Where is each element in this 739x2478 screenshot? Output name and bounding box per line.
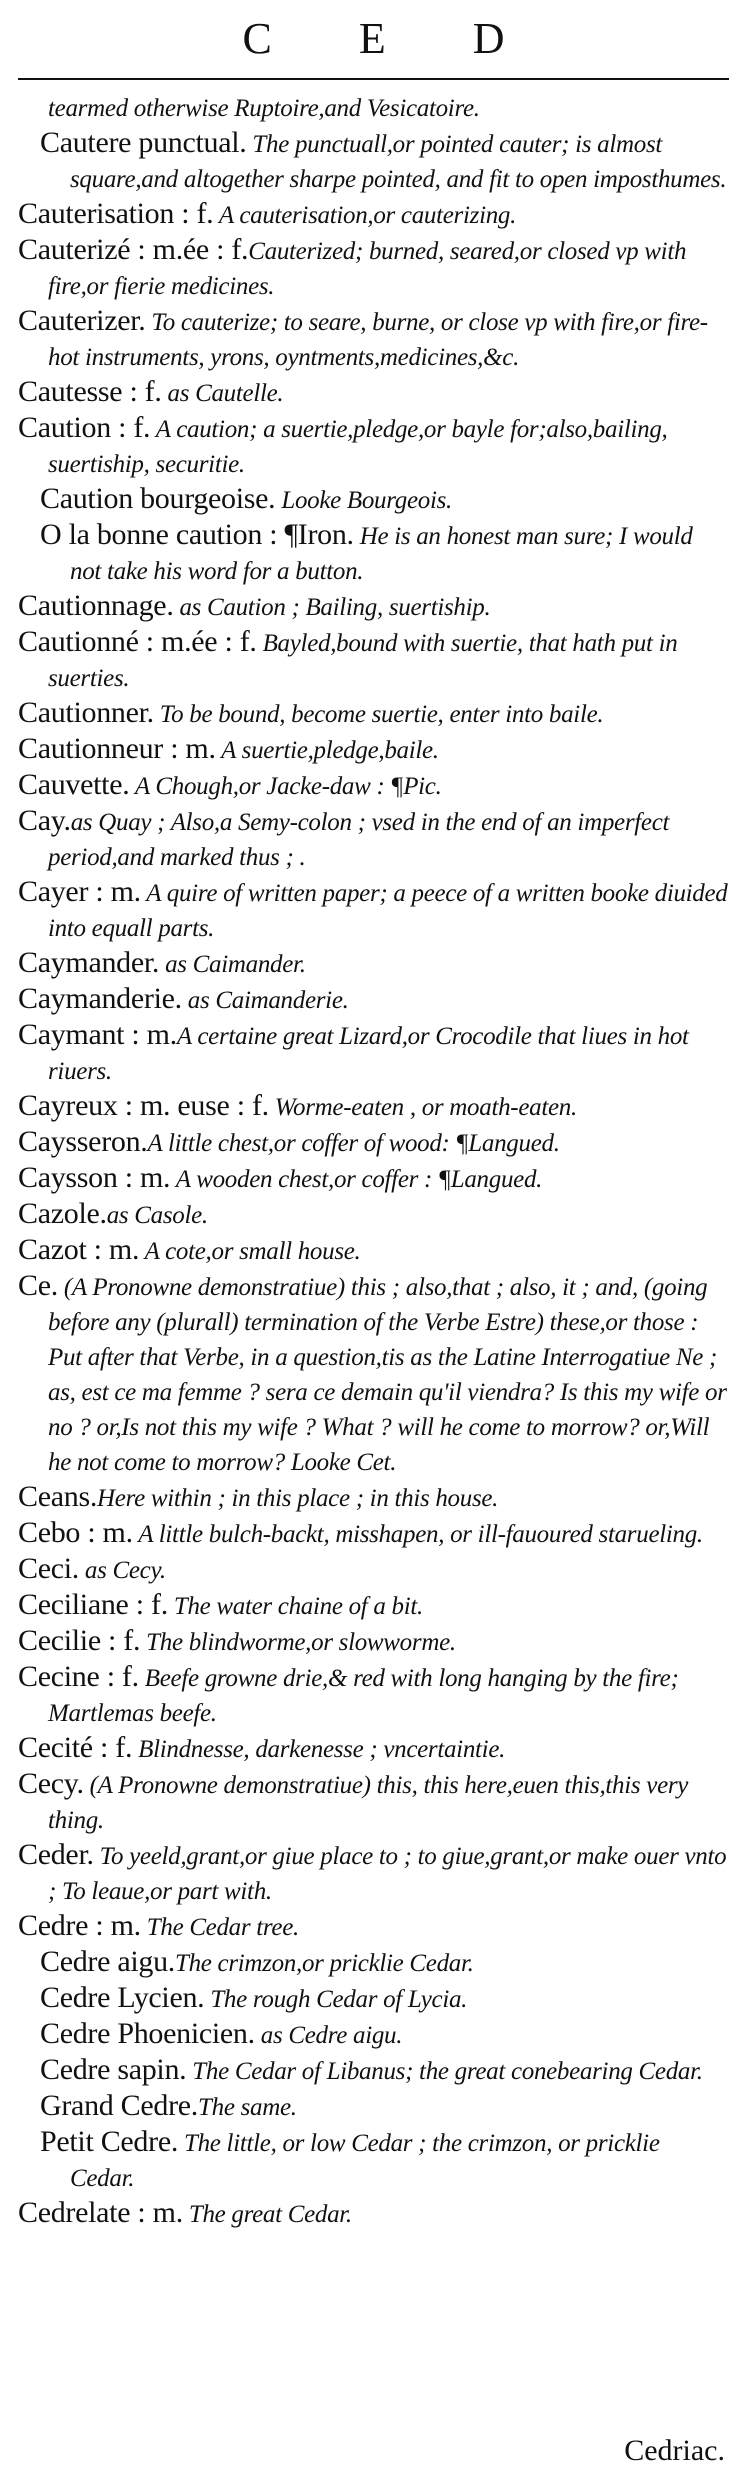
headword: Cedre sapin. xyxy=(40,2053,187,2086)
dictionary-entry xyxy=(18,304,729,374)
dictionary-entry xyxy=(18,946,729,981)
catchword: Cedriac. xyxy=(624,2434,725,2467)
gloss: Worme-eaten , or moath-eaten. xyxy=(268,1094,577,1121)
headword: Cautionnage. xyxy=(18,589,174,622)
dictionary-entry xyxy=(18,1089,729,1124)
gloss: A quire of written paper; a peece of a written booke diuided into equall parts. xyxy=(48,880,728,942)
headword: Grand Cedre. xyxy=(40,2089,199,2122)
dictionary-entry xyxy=(18,1909,729,1944)
dictionary-entry xyxy=(18,1516,729,1551)
headword: Cautionné : m.ée : f. xyxy=(18,625,257,658)
headword: Cebo : m. xyxy=(18,1516,133,1549)
gloss: A caution; a suertie,pledge,or bayle for;also,bailing, suertiship, securitie. xyxy=(48,416,668,478)
gloss: Cauterized; burned, seared,or closed vp with fire,or fierie medicines. xyxy=(48,238,687,300)
dictionary-entry xyxy=(18,1731,729,1766)
dictionary-entry xyxy=(40,2089,729,2124)
dictionary-entry xyxy=(40,1945,729,1980)
headword: Cautere punctual. xyxy=(40,126,247,159)
header-rule xyxy=(18,78,729,80)
headword: Cauvette. xyxy=(18,768,130,801)
gloss: as Caimander. xyxy=(159,951,306,978)
headword: Ceciliane : f. xyxy=(18,1588,168,1621)
dictionary-entry xyxy=(18,233,729,303)
headword: Cedre : m. xyxy=(18,1909,141,1942)
headword: Ce. xyxy=(18,1269,58,1302)
headword: Caymant : m. xyxy=(18,1018,177,1051)
gloss: A little chest,or coffer of wood: ¶Langued. xyxy=(147,1130,560,1157)
gloss: A cauterisation,or cauterizing. xyxy=(213,202,517,229)
gloss: A suertie,pledge,baile. xyxy=(215,737,439,764)
headword: Cecité : f. xyxy=(18,1731,133,1764)
gloss: (A Pronowne demonstratiue) this, this here,euen this,this very thing. xyxy=(48,1772,689,1834)
headword: Cedre Lycien. xyxy=(40,1981,205,2014)
dictionary-entry xyxy=(18,2196,729,2231)
headword: Cedrelate : m. xyxy=(18,2196,183,2229)
gloss: A wooden chest,or coffer : ¶Langued. xyxy=(170,1166,543,1193)
headword: Cautesse : f. xyxy=(18,375,162,408)
gloss: tearmed otherwise Ruptoire,and Vesicatoire. xyxy=(48,95,480,122)
gloss: as Caimanderie. xyxy=(181,987,349,1014)
dictionary-entry xyxy=(40,518,729,588)
headword: Ceans. xyxy=(18,1480,98,1513)
dictionary-entry xyxy=(18,90,729,125)
headword: Cayreux : m. euse : f. xyxy=(18,1089,269,1122)
headword: Caymanderie. xyxy=(18,982,182,1015)
dictionary-entry xyxy=(18,1552,729,1587)
headword: O la bonne caution : ¶Iron. xyxy=(40,518,354,551)
gloss: (A Pronowne demonstratiue) this ; also,that ; also, it ; and, (going before any (plurall) termination of the Verbe Estre) these,or those : Put after that Verbe, in a question,tis as the Latine Interrogatiue Ne ; as, est ce ma femme ? sera ce demain qu'il viendra? Is this my wife or no ? or,Is not this my wife ? What ? will he come to morrow? or,Will he not come to morrow? Looke Cet. xyxy=(48,1274,727,1476)
gloss: The Cedar of Libanus; the great conebearing Cedar. xyxy=(186,2058,703,2085)
headword: Cautionner. xyxy=(18,696,154,729)
gloss: A cote,or small house. xyxy=(139,1238,361,1265)
headword: Cauterizé : m.ée : f. xyxy=(18,233,249,266)
dictionary-entry xyxy=(18,625,729,695)
dictionary-entry xyxy=(18,1588,729,1623)
headword: Caysseron. xyxy=(18,1125,148,1158)
dictionary-entry xyxy=(18,1624,729,1659)
headword: Cauterizer. xyxy=(18,304,146,337)
dictionary-entry xyxy=(40,2017,729,2052)
headword: Cazole. xyxy=(18,1197,107,1230)
headword: Cecy. xyxy=(18,1767,84,1800)
gloss: as Cautelle. xyxy=(161,380,284,407)
dictionary-entry xyxy=(18,732,729,767)
headword: Caymander. xyxy=(18,946,160,979)
dictionary-entry xyxy=(18,1161,729,1196)
dictionary-entry xyxy=(18,1125,729,1160)
dictionary-entry xyxy=(18,696,729,731)
gloss: Looke Bourgeois. xyxy=(275,487,452,514)
dictionary-entry xyxy=(18,1660,729,1730)
dictionary-entry xyxy=(18,1269,729,1479)
gloss: Blindnesse, darkenesse ; vncertaintie. xyxy=(132,1736,506,1763)
headword: Cecilie : f. xyxy=(18,1624,141,1657)
gloss: as Casole. xyxy=(106,1202,208,1229)
gloss: The little, or low Cedar ; the crimzon, or pricklie Cedar. xyxy=(70,2130,660,2192)
gloss: Bayled,bound with suertie, that hath put in suerties. xyxy=(48,630,678,692)
dictionary-entry xyxy=(18,982,729,1017)
gloss: The water chaine of a bit. xyxy=(167,1593,423,1620)
gloss: The blindworme,or slowworme. xyxy=(140,1629,456,1656)
dictionary-entry xyxy=(18,768,729,803)
headword: Cecine : f. xyxy=(18,1660,139,1693)
dictionary-entry xyxy=(18,1197,729,1232)
headword: Cayer : m. xyxy=(18,875,141,908)
dictionary-entry xyxy=(40,126,729,196)
gloss: The Cedar tree. xyxy=(140,1914,299,1941)
gloss: as Caution ; Bailing, suertiship. xyxy=(173,594,491,621)
gloss: A certaine great Lizard,or Crocodile that liues in hot riuers. xyxy=(48,1023,689,1085)
dictionary-entry xyxy=(18,589,729,624)
gloss: Beefe growne drie,& red with long hanging by the fire; Martlemas beefe. xyxy=(48,1665,679,1727)
gloss: The great Cedar. xyxy=(182,2201,352,2228)
dictionary-entry xyxy=(18,804,729,874)
gloss: as Cecy. xyxy=(78,1557,166,1584)
headword: Ceci. xyxy=(18,1552,79,1585)
headword: Cedre aigu. xyxy=(40,1945,175,1978)
gloss: The same. xyxy=(198,2094,297,2121)
gloss: He is an honest man sure; I would not take his word for a button. xyxy=(70,523,693,585)
page-header: C E D xyxy=(242,14,543,63)
dictionary-entry xyxy=(18,1233,729,1268)
gloss: To cauterize; to seare, burne, or close vp with fire,or fire-hot instruments, yrons, oyntments,medicines,&c. xyxy=(48,309,708,371)
gloss: The crimzon,or pricklie Cedar. xyxy=(174,1950,474,1977)
gloss: The rough Cedar of Lycia. xyxy=(204,1986,468,2013)
entry-list xyxy=(18,90,729,2231)
dictionary-entry xyxy=(18,1480,729,1515)
dictionary-entry xyxy=(40,2053,729,2088)
dictionary-entry xyxy=(18,1767,729,1837)
gloss: A Chough,or Jacke-daw : ¶Pic. xyxy=(129,773,442,800)
dictionary-entry xyxy=(18,375,729,410)
headword: Cay. xyxy=(18,804,71,837)
gloss: as Quay ; Also,a Semy-colon ; vsed in the end of an imperfect period,and marked thus ; . xyxy=(48,809,670,871)
dictionary-entry xyxy=(18,1018,729,1088)
headword: Caysson : m. xyxy=(18,1161,171,1194)
gloss: A little bulch-backt, misshapen, or ill-fauoured starueling. xyxy=(132,1521,703,1548)
dictionary-entry xyxy=(40,1981,729,2016)
gloss: Here within ; in this place ; in this house. xyxy=(97,1485,499,1512)
headword: Cedre Phoenicien. xyxy=(40,2017,255,2050)
headword: Caution : f. xyxy=(18,411,151,444)
dictionary-entry xyxy=(40,482,729,517)
gloss: To be bound, become suertie, enter into baile. xyxy=(153,701,604,728)
gloss: The punctuall,or pointed cauter; is almost square,and altogether sharpe pointed, and fit to open imposthumes. xyxy=(70,131,727,193)
dictionary-entry xyxy=(18,411,729,481)
dictionary-entry xyxy=(40,2125,729,2195)
headword: Cazot : m. xyxy=(18,1233,140,1266)
gloss: To yeeld,grant,or giue place to ; to giue,grant,or make ouer vnto ; To leaue,or part with. xyxy=(48,1843,727,1905)
headword: Petit Cedre. xyxy=(40,2125,179,2158)
headword: Caution bourgeoise. xyxy=(40,482,276,515)
headword: Cauterisation : f. xyxy=(18,197,214,230)
headword: Ceder. xyxy=(18,1838,94,1871)
gloss: as Cedre aigu. xyxy=(254,2022,403,2049)
dictionary-entry xyxy=(18,875,729,945)
dictionary-entry xyxy=(18,1838,729,1908)
dictionary-entry xyxy=(18,197,729,232)
headword: Cautionneur : m. xyxy=(18,732,216,765)
